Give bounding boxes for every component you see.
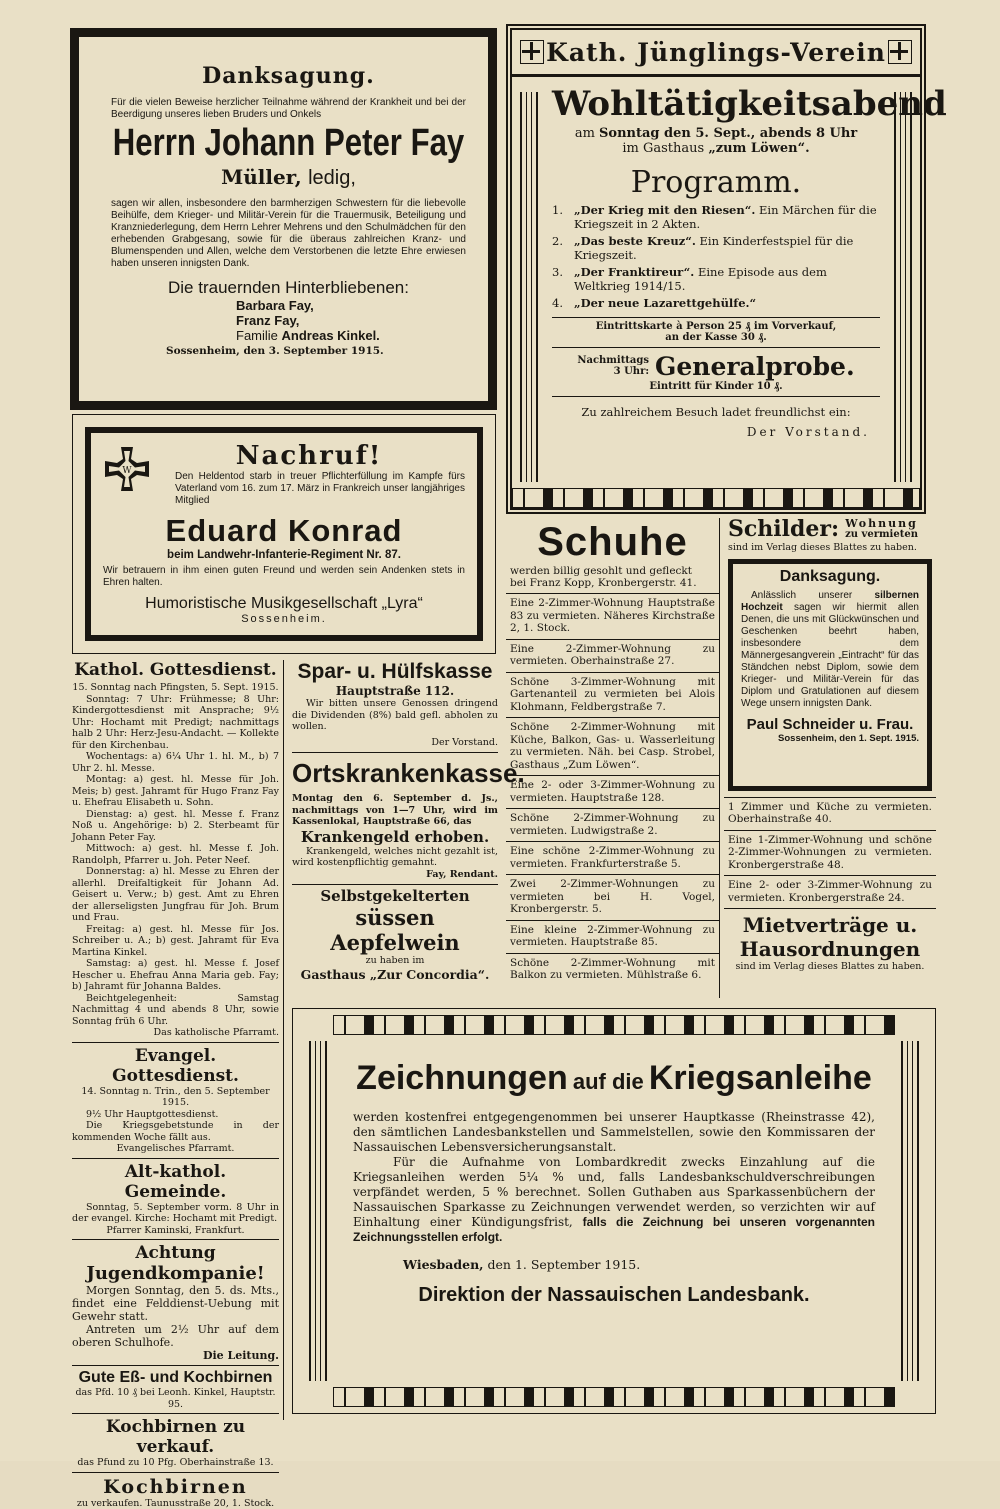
cross-icon — [888, 40, 912, 64]
schneider-text-b: silbernen Hochzeit — [741, 590, 919, 613]
verein-programm-title: Programm. — [552, 162, 880, 204]
ortskk-text: Montag den 6. September d. Js., nachmittags von 1—7 Uhr, wird im Kassenlokal, Hauptstraße 66, das — [292, 793, 498, 828]
kathol-line: Beichtgelegenheit: Samstag Nachmittag 4 und abends 8 Uhr, sowie Sonntag früh 6 Uhr. — [72, 993, 279, 1028]
verein-vorstand: Der Vorstand. — [552, 425, 880, 439]
evangel-line: 9½ Uhr Hauptgottesdienst. — [72, 1109, 279, 1121]
danksagung-fay-mourner: Barbara Fay, — [111, 298, 466, 313]
programm-item — [552, 266, 880, 293]
nachruf-society: Humoristische Musikgesellschaft „Lyra“ — [103, 595, 465, 613]
programm-item-desc: Eine Episode aus dem Weltkrieg 1914/15. — [574, 265, 827, 293]
svg-text:W: W — [122, 466, 132, 476]
verein-generalprobe: Generalprobe. — [655, 352, 855, 381]
programm-number: 2. — [552, 235, 574, 262]
ornament-column — [309, 1041, 327, 1381]
ortskk-text2: Krankengeld, welches nicht gezahlt ist, wird kostenpflichtig gemahnt. — [292, 846, 498, 869]
danksagung-fay-name: Herrn Johann Peter Fay — [110, 121, 467, 165]
schuhe-line2: bei Franz Kopp, Kronbergerstr. 41. — [506, 578, 719, 595]
schilder-title: Schilder: — [728, 516, 839, 542]
kriegsanleihe-sign: Direktion der Nassauischen Landesbank. — [353, 1284, 875, 1307]
ornament-band — [333, 1015, 895, 1035]
ortskk-sign: Fay, Rendant. — [292, 869, 498, 881]
nachruf-ad-outer — [72, 414, 496, 654]
evangel-line: 14. Sonntag n. Trin., den 5. September 1915. — [72, 1086, 279, 1109]
nachruf-ad — [85, 427, 483, 641]
kriegsanleihe-place-date — [353, 1257, 875, 1272]
achtung-subtitle: Jugendkompanie! — [72, 1263, 279, 1284]
danksagung-fay-family — [111, 328, 466, 343]
kathol-line: Samstag: a) gest. hl. Messe f. Josef Hescher u. Ehefrau Anna Maria geb. Fay; b) Jahramt für Johanna Baldes. — [72, 958, 279, 993]
divider — [292, 884, 498, 885]
wohnung-ad: Schöne 3-Zimmer-Wohnung mit Gartenanteil zu vermieten bei Alois Klohmann, Feldbergstraße 7. — [506, 673, 719, 719]
wohnung-ad: Eine 2- oder 3-Zimmer-Wohnung zu vermieten. Hauptstraße 128. — [506, 776, 719, 809]
danksagung-fay-ad — [70, 28, 497, 410]
programm-text — [574, 235, 880, 262]
kathol-line: Mittwoch: a) gest. hl. Messe f. Joh. Randolph, Pfarrer u. Joh. Peter Neef. — [72, 843, 279, 866]
wohnung-ad: 1 Zimmer und Küche zu vermieten. Oberhainstraße 40. — [724, 797, 936, 831]
verein-probe-time — [577, 355, 649, 377]
second-column — [288, 660, 502, 1005]
programm-text — [574, 297, 756, 311]
verein-when-prefix: am — [575, 126, 595, 141]
schneider-title: Danksagung. — [741, 568, 919, 586]
kathol-line: 15. Sonntag nach Pfingsten, 5. Sept. 1915. — [72, 682, 279, 694]
nachruf-name: Eduard Konrad — [103, 513, 465, 549]
verein-when-value: Sonntag den 5. Sept., abends 8 Uhr — [599, 126, 857, 141]
verein-nachmittags: Nachmittags — [577, 355, 649, 366]
evangel-sign: Evangelisches Pfarramt. — [72, 1143, 279, 1155]
programm-item-title: „Der neue Lazarettgehülfe.“ — [574, 296, 756, 310]
verein-kinder: Eintritt für Kinder 10 ₰. — [552, 381, 880, 392]
birnen1-title: Gute Eß- und Kochbirnen — [72, 1369, 279, 1387]
danksagung-fay-intro: Für die vielen Beweise herzlicher Teilnahme während der Krankheit und bei der Beerdigung unseres lieben Bruders und Onkels — [111, 97, 466, 121]
spar-title: Spar- u. Hülfskasse — [292, 660, 498, 684]
ornament-column — [520, 92, 538, 482]
birnen3-title: Kochbirnen — [72, 1476, 279, 1498]
birnen3-text: zu verkaufen. Taunusstraße 20, 1. Stock. — [72, 1498, 279, 1509]
apfelwein-t3: zu haben im — [292, 955, 498, 967]
wohnung-ad: Schöne 2-Zimmer-Wohnung mit Balkon zu vermieten. Mühlstraße 6. — [506, 954, 719, 986]
left-column — [72, 660, 284, 1420]
wohnung-ad: Eine 1-Zimmer-Wohnung und schöne 2-Zimmer-Wohnungen zu vermieten. Kronbergerstraße 48. — [724, 831, 936, 877]
schneider-text-c: sagen wir hiermit allen Denen, die uns mit Glückwünschen und Geschenken beehrt haben, insbesondere dem Männergesangverein „Eintracht“ für das Ständchen nebst Diplom, sowie dem Krieger- und Militär-Verein für das Diplom und Gratulationen auf diesem Wege unsern innigsten Dank. — [741, 602, 919, 709]
programm-item — [552, 235, 880, 262]
spar-addr: Hauptstraße 112. — [292, 684, 498, 698]
ortskk-big: Krankengeld erhoben. — [292, 828, 498, 846]
verein-uhr: 3 Uhr: — [577, 366, 649, 377]
kriegsanleihe-title-b: auf die — [573, 1069, 644, 1094]
verein-generalprobe-row — [552, 352, 880, 381]
birnen1-text: das Pfd. 10 ₰ bei Leonh. Kinkel, Hauptstr. 95. — [72, 1387, 279, 1410]
kathol-sign: Das katholische Pfarramt. — [72, 1027, 279, 1039]
kathol-line: Donnerstag: a) hl. Messe zu Ehren der allerhl. Dreifaltigkeit für Johann Ad. Geisert u. Verw.; b) gest. Amt zu Ehren der allerseligsten Jungfrau für Joh. Brum und Frau. — [72, 866, 279, 924]
spar-text: Wir bitten unsere Genossen dringend die Dividenden (8%) bald gefl. abholen zu wollen. — [292, 698, 498, 733]
danksagung-fay-body: sagen wir allen, insbesondere den barmherzigen Schwestern für die liebevolle Beihülfe, dem Krieger- und Militär-Verein für die Trauermusik, Beteiligung und Kranzniederlegung, dem Herrn Lehrer Mehrens und den Schulmädchen für den erhebenden Grabgesang, sowie für die überaus zahlreichen Kranz- und Blumenspenden und Allen, welche dem Verstorbenen die letzte Ehre erwiesen haben unseren innigsten Dank. — [111, 198, 466, 270]
wohnung-ad: Schöne 2-Zimmer-Wohnung zu vermieten. Ludwigstraße 2. — [506, 809, 719, 842]
wohnung-ad: Zwei 2-Zimmer-Wohnungen zu vermieten bei H. Vogel, Kronbergerstr. 5. — [506, 875, 719, 921]
programm-number: 3. — [552, 266, 574, 293]
schilder-t3: zu vermieten — [845, 529, 918, 540]
schneider-name: Paul Schneider u. Frau. — [741, 716, 919, 733]
programm-item — [552, 297, 880, 311]
mietvertraege-t1: Mietverträge u. — [724, 913, 936, 937]
programm-item-desc: Ein Märchen für die Kriegszeit in 2 Akten. — [574, 203, 877, 231]
divider — [552, 317, 880, 318]
altkathol-text: Sonntag, 5. September vorm. 8 Uhr in der evangel. Kirche: Hochamt mit Predigt. — [72, 1202, 279, 1225]
programm-item — [552, 204, 880, 231]
nachruf-title: Nachruf! — [103, 441, 465, 471]
verein-eintritt1: Eintrittskarte à Person 25 ₰ im Vorverkauf, — [552, 321, 880, 332]
divider — [72, 1239, 279, 1240]
wohnung-ad: Eine 2-Zimmer-Wohnung zu vermieten. Oberhainstraße 27. — [506, 640, 719, 673]
nachruf-text: Wir betrauern in ihm einen guten Freund und werden sein Andenken stets in Ehren halten. — [103, 565, 465, 589]
programm-text — [574, 266, 880, 293]
danksagung-fay-subline-bold: Müller, — [221, 165, 302, 189]
wohnung-ad: Eine schöne 2-Zimmer-Wohnung zu vermieten. Frankfurterstraße 5. — [506, 842, 719, 875]
kriegsanleihe-title-a: Zeichnungen — [356, 1059, 568, 1097]
schneider-text-a: Anlässlich unserer — [751, 590, 852, 601]
programm-item-desc: Ein Kinderfestspiel für die Kriegszeit. — [574, 234, 853, 262]
verein-body — [552, 82, 880, 439]
programm-item-title: „Das beste Kreuz“. — [574, 234, 696, 248]
verein-where-prefix: im Gasthaus — [622, 141, 704, 156]
evangel-line: Die Kriegsgebetstunde in der kommenden Woche fällt aus. — [72, 1120, 279, 1143]
apfelwein-t4: Gasthaus „Zur Concordia“. — [292, 967, 498, 982]
wohnung-ad: Eine kleine 2-Zimmer-Wohnung zu vermieten. Hauptstraße 85. — [506, 921, 719, 954]
schilder-sub — [845, 518, 918, 540]
birnen2-text: das Pfund zu 10 Pfg. Oberhainstraße 13. — [72, 1457, 279, 1469]
divider — [72, 1472, 279, 1473]
kathol-line: Sonntag: 7 Uhr: Frühmesse; 8 Uhr: Kindergottesdienst mit Ansprache; 9½ Uhr: Hochamt mit Predigt; nachmittags halb 2 Uhr: Herz-Jesu-Andacht. — Kollekte für den Kirchenbau. — [72, 694, 279, 752]
kriegsanleihe-p2-text: Für die Aufnahme von Lombardkredit zwecks Einzahlung auf die Kriegsanleihen werden 5¼ % und, falls Landesbankschuldverschreibungen verpfändet werden, 5 % berechnet. Sollen Guthaben aus Sparkassenbüchern der Nassauischen Sparkasse zu Zeichnungen verwendet werden, so verzichten wir auf Einhaltung einer Kündigungsfrist, — [353, 1155, 875, 1229]
verein-header-text: Kath. Jünglings-Verein — [546, 38, 886, 67]
nachruf-regiment: beim Landwehr-Infanterie-Regiment Nr. 87. — [103, 549, 465, 561]
apfelwein-t1: Selbstgekelterten — [292, 887, 498, 905]
verein-eintritt2: an der Kasse 30 ₰. — [552, 332, 880, 343]
achtung-text2: Antreten um 2½ Uhr auf dem oberen Schulhofe. — [72, 1323, 279, 1349]
verein-where — [552, 141, 880, 156]
danksagung-fay-mourners-head: Die trauernden Hinterbliebenen: — [111, 278, 466, 298]
right-column — [724, 516, 936, 998]
spar-sign: Der Vorstand. — [292, 737, 498, 749]
divider — [72, 1413, 279, 1414]
danksagung-schneider-ad — [728, 559, 932, 791]
programm-item-title: „Der Franktireur“. — [574, 265, 694, 279]
programm-number: 4. — [552, 297, 574, 311]
ornament-band — [333, 1387, 895, 1407]
kathol-title: Kathol. Gottesdienst. — [72, 660, 279, 680]
schuhe-title: Schuhe — [506, 518, 719, 566]
divider — [552, 396, 880, 397]
verein-einladung: Zu zahlreichem Besuch ladet freundlichst ein: — [552, 405, 880, 419]
iron-cross-icon — [103, 445, 151, 493]
ornament-column — [894, 92, 912, 482]
birnen2-title: Kochbirnen zu verkauf. — [72, 1417, 279, 1457]
altkathol-sign: Pfarrer Kaminski, Frankfurt. — [72, 1225, 279, 1237]
kathol-line: Montag: a) gest. hl. Messe für Joh. Meis; b) gest. Jahramt für Hugo Franz Fay u. Ehefrau Elisabeth u. Sohn. — [72, 774, 279, 809]
programm-text — [574, 204, 880, 231]
programm-item-title: „Der Krieg mit den Riesen“. — [574, 203, 755, 217]
kriegsanleihe-ad — [292, 1008, 936, 1414]
kathol-line: Wochentags: a) 6¼ Uhr 1. hl. M., b) 7 Uhr 2. hl. Messe. — [72, 751, 279, 774]
achtung-title: Achtung — [72, 1243, 279, 1263]
programm-number: 1. — [552, 204, 574, 231]
apfelwein-t2: süssen Aepfelwein — [292, 905, 498, 955]
evangel-title: Evangel. Gottesdienst. — [72, 1046, 279, 1086]
kriegsanleihe-place: Wiesbaden, — [403, 1257, 484, 1272]
altkathol-title: Alt-kathol. Gemeinde. — [72, 1162, 279, 1202]
mietvertraege-text: sind im Verlag dieses Blattes zu haben. — [724, 961, 936, 973]
wohnung-ad: Schöne 2-Zimmer-Wohnung mit Küche, Balkon, Gas- u. Wasserleitung zu vermieten. Näh. bei Casp. Strobel, Gasthaus „Zum Löwen“. — [506, 718, 719, 776]
verein-when — [552, 126, 880, 141]
mietvertraege-t2: Hausordnungen — [724, 937, 936, 961]
danksagung-fay-family-name: Andreas Kinkel. — [282, 328, 380, 343]
kriegsanleihe-body — [353, 1059, 875, 1307]
kriegsanleihe-title — [353, 1059, 875, 1098]
divider — [72, 1158, 279, 1159]
nachruf-intro: Den Heldentod starb in treuer Pflichterfüllung im Kampfe fürs Vaterland vom 16. zum 17. März in Frankreich unser langjähriges Mitglied — [103, 471, 465, 507]
third-column — [506, 518, 720, 998]
kriegsanleihe-p2 — [353, 1155, 875, 1245]
verein-where-value: „zum Löwen“. — [708, 141, 809, 156]
ornament-band — [512, 488, 920, 508]
schilder-ad — [724, 516, 936, 542]
verein-header — [512, 30, 920, 77]
ortskk-title: Ortskrankenkasse. — [292, 753, 498, 793]
danksagung-fay-title: Danksagung. — [111, 63, 466, 89]
wohnung-ad: Eine 2- oder 3-Zimmer-Wohnung zu vermieten. Kronbergerstraße 24. — [724, 876, 936, 909]
verein-ad — [506, 24, 926, 514]
wohnung-ad: Eine 2-Zimmer-Wohnung Hauptstraße 83 zu vermieten. Näheres Kirchstraße 2, 1. Stock. — [506, 594, 719, 640]
danksagung-fay-family-prefix: Familie — [236, 328, 278, 343]
verein-programm-list — [552, 204, 880, 311]
nachruf-place: Sossenheim. — [103, 613, 465, 625]
schilder-text: sind im Verlag dieses Blattes zu haben. — [724, 542, 936, 557]
divider — [552, 347, 880, 348]
kriegsanleihe-p2-bold: falls die Zeichnung bei unseren vorgenannten Zeichnungsstellen erfolgt. — [353, 1215, 875, 1244]
achtung-sign: Die Leitung. — [72, 1349, 279, 1362]
danksagung-fay-mourner: Franz Fay, — [111, 313, 466, 328]
divider — [72, 1042, 279, 1043]
divider — [72, 1365, 279, 1366]
achtung-text: Morgen Sonntag, den 5. ds. Mts., findet eine Felddienst-Uebung mit Gewehr statt. — [72, 1284, 279, 1323]
schuhe-line1: werden billig gesohlt und gefleckt — [506, 566, 719, 578]
ornament-column — [901, 1041, 919, 1381]
kathol-line: Freitag: a) gest. hl. Messe für Jos. Schreiber u. A.; b) gest. Jahramt für Eva Martina Kinkel. — [72, 924, 279, 959]
danksagung-fay-subline-rest: ledig, — [308, 167, 356, 189]
schilder-t2: Wohnung — [845, 518, 918, 529]
danksagung-fay-subline — [111, 165, 466, 190]
danksagung-fay-place-date: Sossenheim, den 3. September 1915. — [111, 345, 466, 357]
schneider-place-date: Sossenheim, den 1. Sept. 1915. — [741, 733, 919, 744]
cross-icon — [520, 40, 544, 64]
schneider-text — [741, 590, 919, 710]
kathol-line: Dienstag: a) gest. hl. Messe f. Franz Noß u. Angehörige: b) 2. Sterbeamt für Johann Peter Fay. — [72, 809, 279, 844]
kriegsanleihe-date: den 1. September 1915. — [488, 1257, 641, 1272]
verein-title: Wohltätigkeitsabend — [552, 82, 880, 126]
kriegsanleihe-title-c: Kriegsanleihe — [649, 1059, 872, 1097]
kriegsanleihe-p1: werden kostenfrei entgegengenommen bei unserer Hauptkasse (Rheinstrasse 42), den sämtlichen Landesbankstellen und Sammelstellen, sowie den Kommissaren der Nassauischen Lebensversicherungsanstalt. — [353, 1110, 875, 1155]
